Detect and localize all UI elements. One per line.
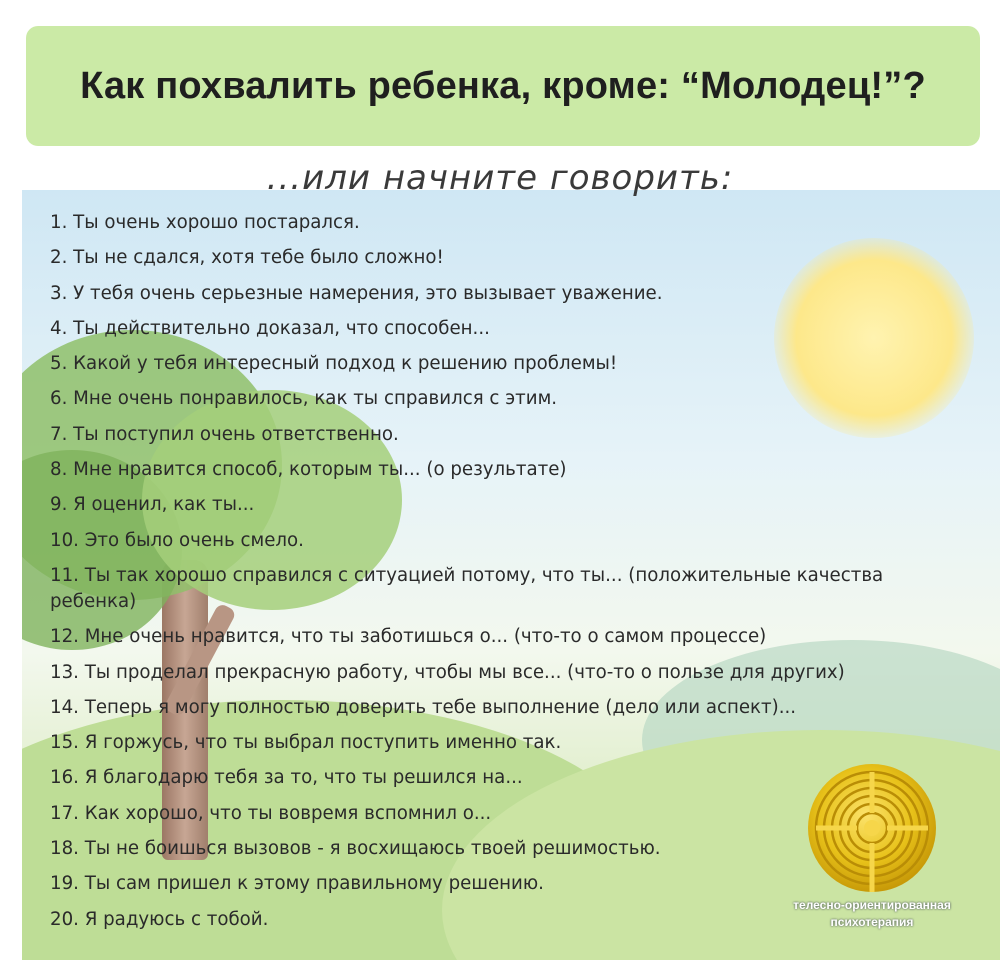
title-banner: [26, 26, 980, 146]
list-item: 7. Ты поступил очень ответственно.: [50, 423, 399, 445]
list-item: 13. Ты проделал прекрасную работу, чтобы мы все... (что-то о пользе для других): [50, 661, 845, 683]
list-item: 11. Ты так хорошо справился с ситуацией потому, что ты... (положительные качества ребенка): [50, 564, 884, 612]
list-item: 3. У тебя очень серьезные намерения, это вызывает уважение.: [50, 282, 663, 304]
list-item: 8. Мне нравится способ, которым ты... (о результате): [50, 459, 567, 481]
list-item: 18. Ты не боишься вызовов - я восхищаюсь твоей решимостью.: [50, 838, 661, 860]
list-item: 16. Я благодарю тебя за то, что ты решился на...: [50, 767, 523, 789]
list-item: 9. Я оценил, как ты...: [50, 494, 255, 516]
list-item: 1. Ты очень хорошо постарался.: [50, 212, 360, 233]
list-item: 15. Я горжусь, что ты выбрал поступить именно так.: [50, 732, 562, 754]
badge-caption: [770, 897, 974, 931]
list-item: 2. Ты не сдался, хотя тебе было сложно!: [50, 247, 444, 269]
subtitle: ...или начните говорить:: [266, 158, 734, 198]
list-item: 5. Какой у тебя интересный подход к решению проблемы!: [50, 353, 618, 375]
list-item: 19. Ты сам пришел к этому правильному решению.: [50, 873, 544, 895]
list-item: 6. Мне очень понравилось, как ты справился с этим.: [50, 388, 558, 410]
page-title: Как похвалить ребенка, кроме: “Молодец!”?: [80, 64, 926, 107]
labyrinth-icon: [806, 762, 938, 894]
list-item: 20. Я радуюсь с тобой.: [50, 908, 269, 930]
list-item: 14. Теперь я могу полностью доверить тебе выполнение (дело или аспект)...: [50, 696, 797, 718]
badge-caption-line2: психотерапия: [830, 915, 914, 929]
list-item: 10. Это было очень смело.: [50, 529, 304, 551]
list-item: 12. Мне очень нравится, что ты заботишься о... (что-то о самом процессе): [50, 626, 767, 648]
list-item: 4. Ты действительно доказал, что способен...: [50, 317, 490, 339]
list-item: 17. Как хорошо, что ты вовремя вспомнил о...: [50, 802, 492, 824]
badge-caption-line1: телесно-ориентированная: [793, 898, 951, 912]
